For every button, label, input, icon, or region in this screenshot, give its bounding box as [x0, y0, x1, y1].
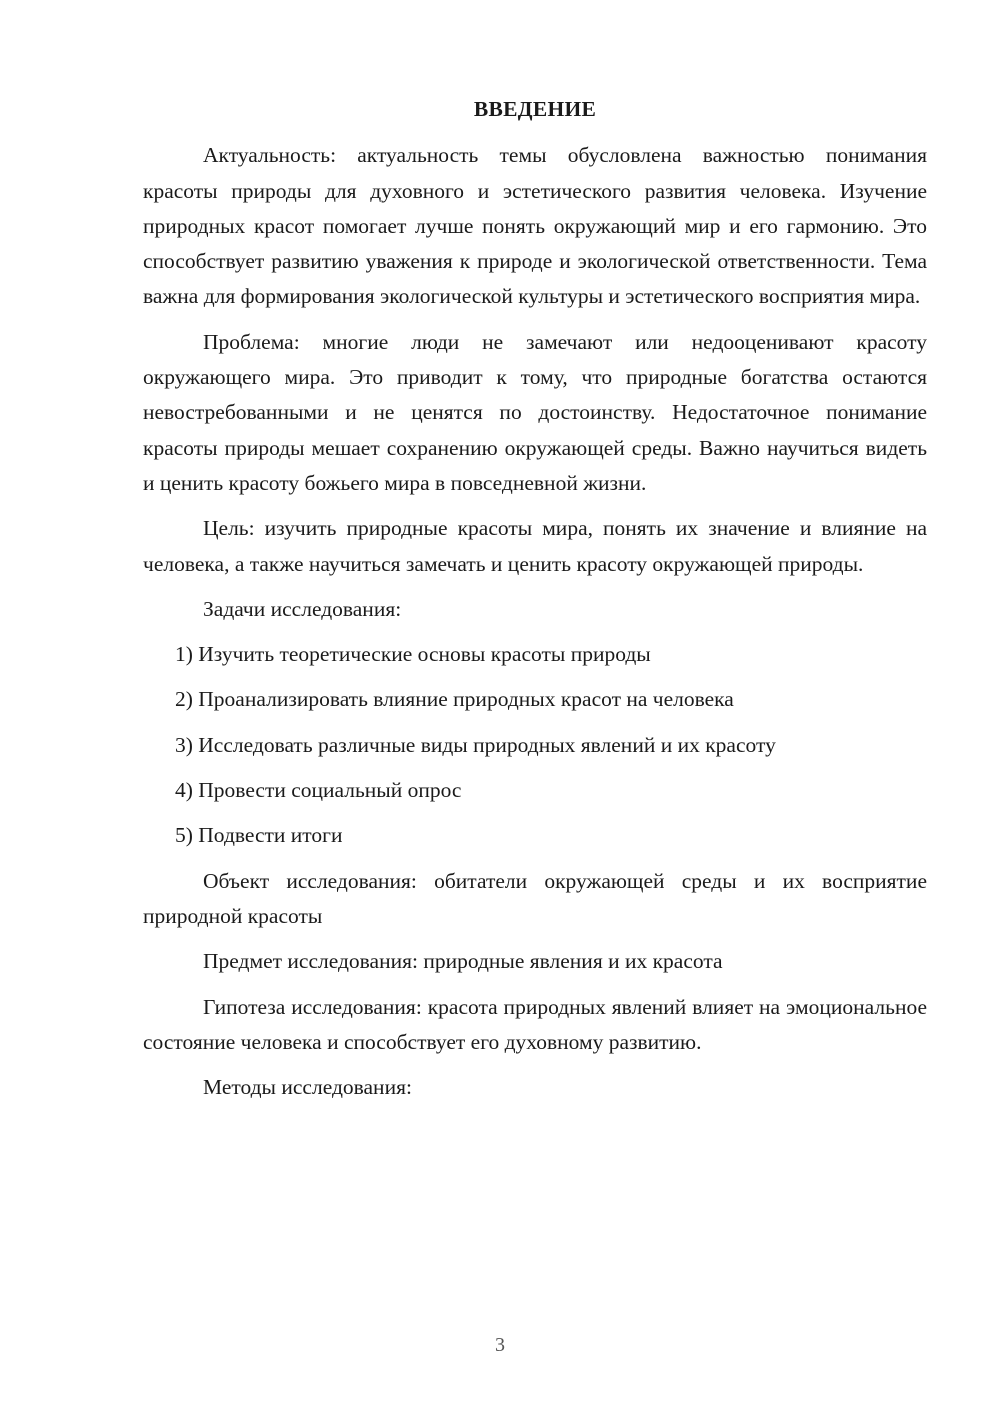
subject-paragraph: Предмет исследования: природные явления и их красота: [203, 949, 723, 974]
problem-paragraph: Проблема: многие люди не замечают или недооценивают красоту окружающего мира. Это приводит к тому, что природные богатства остаются невостребованными и не ценятся по достоинству. Недостаточное понимание красоты природы мешает сохранению окружающей среды. Важно научиться видеть и ценить красоту божьего мира в повседневной жизни.: [143, 329, 927, 495]
page-title: ВВЕДЕНИЕ: [473, 97, 597, 121]
methods-heading: Методы исследования:: [203, 1075, 412, 1100]
object-paragraph: Объект исследования: обитатели окружающей среды и их восприятие природной красоты: [143, 868, 927, 928]
task-item: 5) Подвести итоги: [175, 823, 343, 848]
relevance-paragraph: Актуальность: актуальность темы обусловлена важностью понимания красоты природы для духовного и эстетического развития человека. Изучение природных красот помогает лучше понять окружающий мир и его гармонию. Это способствует развитию уважения к природе и экологической ответственности. Тема важна для формирования экологической культуры и эстетического восприятия мира.: [143, 143, 927, 309]
task-item: 3) Исследовать различные виды природных явлений и их красоту: [175, 732, 776, 757]
task-item: 4) Провести социальный опрос: [175, 778, 462, 803]
tasks-list: [143, 637, 927, 853]
task-item: 2) Проанализировать влияние природных красот на человека: [175, 687, 734, 712]
goal-paragraph: Цель: изучить природные красоты мира, понять их значение и влияние на человека, а также научиться замечать и ценить красоту окружающей природы.: [143, 516, 927, 576]
tasks-heading: Задачи исследования:: [203, 596, 402, 621]
page-number: 3: [495, 1334, 505, 1356]
task-item: 1) Изучить теоретические основы красоты природы: [175, 642, 651, 667]
document-page: [143, 92, 927, 1115]
hypothesis-paragraph: Гипотеза исследования: красота природных явлений влияет на эмоциональное состояние человека и способствует его духовному развитию.: [143, 994, 927, 1054]
